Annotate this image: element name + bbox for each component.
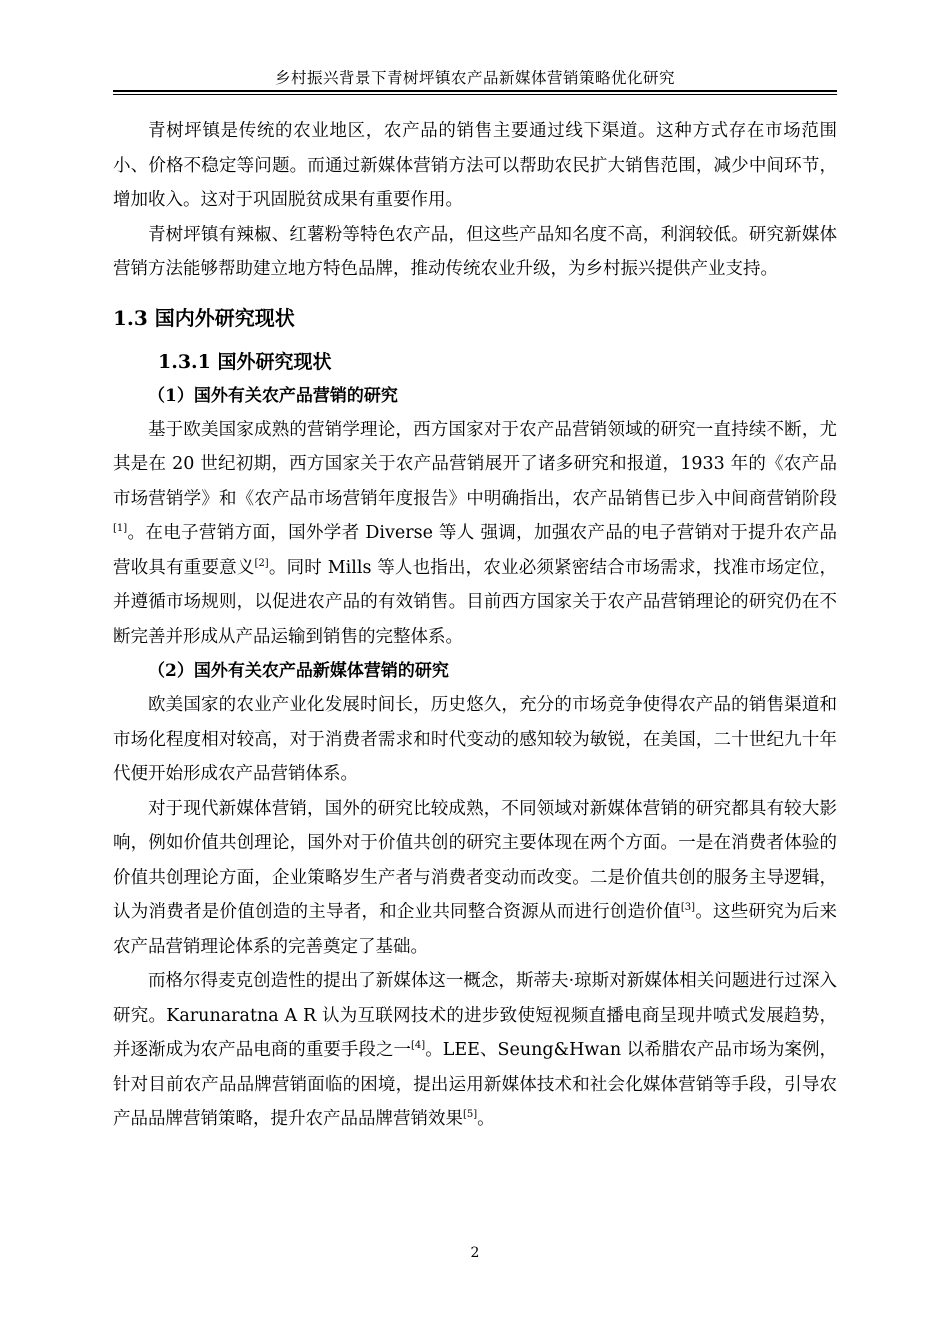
paragraph-5	[113, 792, 837, 965]
citation-3: [3]	[680, 902, 696, 914]
section-heading-1-3: 1.3 国内外研究现状	[113, 305, 295, 330]
paragraph-1: 青树坪镇是传统的农业地区，农产品的销售主要通过线下渠道。这种方式存在市场范围小、价格不稳定等问题。而通过新媒体营销方法可以帮助农民扩大销售范围，减少中间环节，增加收入。这对于巩固脱贫成果有重要作用。	[113, 121, 837, 210]
header-rule-thick	[113, 90, 837, 92]
running-header: 乡村振兴背景下青树坪镇农产品新媒体营销策略优化研究	[274, 69, 675, 87]
paragraph-4: 欧美国家的农业产业化发展时间长，历史悠久，充分的市场竞争使得农产品的销售渠道和市场化程度相对较高，对于消费者需求和时代变动的感知较为敏锐，在美国，二十世纪九十年代便开始形成农产品营销体系。	[113, 695, 837, 784]
citation-2: [2]	[254, 557, 269, 569]
paragraph-3-text-a: 基于欧美国家成熟的营销学理论，西方国家对于农产品营销领域的研究一直持续不断，尤其是在 20 世纪初期，西方国家关于农产品营销展开了诸多研究和报道，1933 年的《农产品市场营销学》和《农产品市场营销年度报告》中明确指出，农产品销售已步入中间商营销阶段	[113, 419, 837, 509]
paragraph-2: 青树坪镇有辣椒、红薯粉等特色农产品，但这些产品知名度不高，利润较低。研究新媒体营销方法能够帮助建立地方特色品牌，推动传统农业升级，为乡村振兴提供产业支持。	[113, 224, 837, 279]
citation-4: [4]	[411, 1040, 426, 1052]
paragraph-5-text-a: 对于现代新媒体营销，国外的研究比较成熟，不同领域对新媒体营销的研究都具有较大影响，例如价值共创理论，国外对于价值共创的研究主要体现在两个方面。一是在消费者体验的价值共创理论方面，企业策略岁生产者与消费者变动而改变。二是价值共创的服务主导逻辑，认为消费者是价值创造的主导者，和企业共同整合资源从而进行创造价值	[113, 798, 837, 922]
subheading-foreign-marketing: （1）国外有关农产品营销的研究	[148, 385, 398, 406]
subheading-foreign-new-media: （2）国外有关农产品新媒体营销的研究	[148, 661, 449, 681]
page-body	[113, 114, 837, 1137]
paragraph-3-text-b: 。在电子营销方面，国外学者 Diverse 等人 强调，加强农产品的电子营销对于提升农产品营收具有重要意义	[113, 523, 837, 578]
paragraph-6-text-c: 。	[477, 1109, 495, 1129]
page-number: 2	[470, 1245, 480, 1261]
paragraph-5-text-b: 。这些研究为后来农产品营销理论体系的完善奠定了基础。	[113, 902, 838, 957]
paragraph-6-text-a: 而格尔得麦克创造性的提出了新媒体这一概念，斯蒂夫·琼斯对新媒体相关问题进行过深入研究。Karunaratna A R 认为互联网技术的进步致使短视频直播电商呈现井喷式发展趋势，并逐渐成为农产品电商的重要手段之一	[113, 971, 837, 1060]
paragraph-6-text-b: 。LEE、Seung&Hwan 以希腊农产品市场为案例，针对目前农产品品牌营销面临的困境，提出运用新媒体技术和社会化媒体营销等手段，引导农产品品牌营销策略，提升农产品品牌营销效果	[113, 1040, 838, 1129]
paragraph-3-text-c: 。同时 Mills 等人也指出，农业必须紧密结合市场需求，找准市场定位，并遵循市场规则，以促进农产品的有效销售。目前西方国家关于农产品营销理论的研究仍在不断完善并形成从产品运输到销售的完整体系。	[113, 557, 837, 647]
subsection-heading-1-3-1: 1.3.1 国外研究现状	[158, 350, 332, 373]
paragraph-3	[113, 413, 837, 655]
header-rule-thin	[113, 94, 837, 95]
citation-5: [5]	[463, 1109, 478, 1121]
paragraph-6	[113, 964, 837, 1137]
citation-1: [1]	[113, 523, 128, 535]
